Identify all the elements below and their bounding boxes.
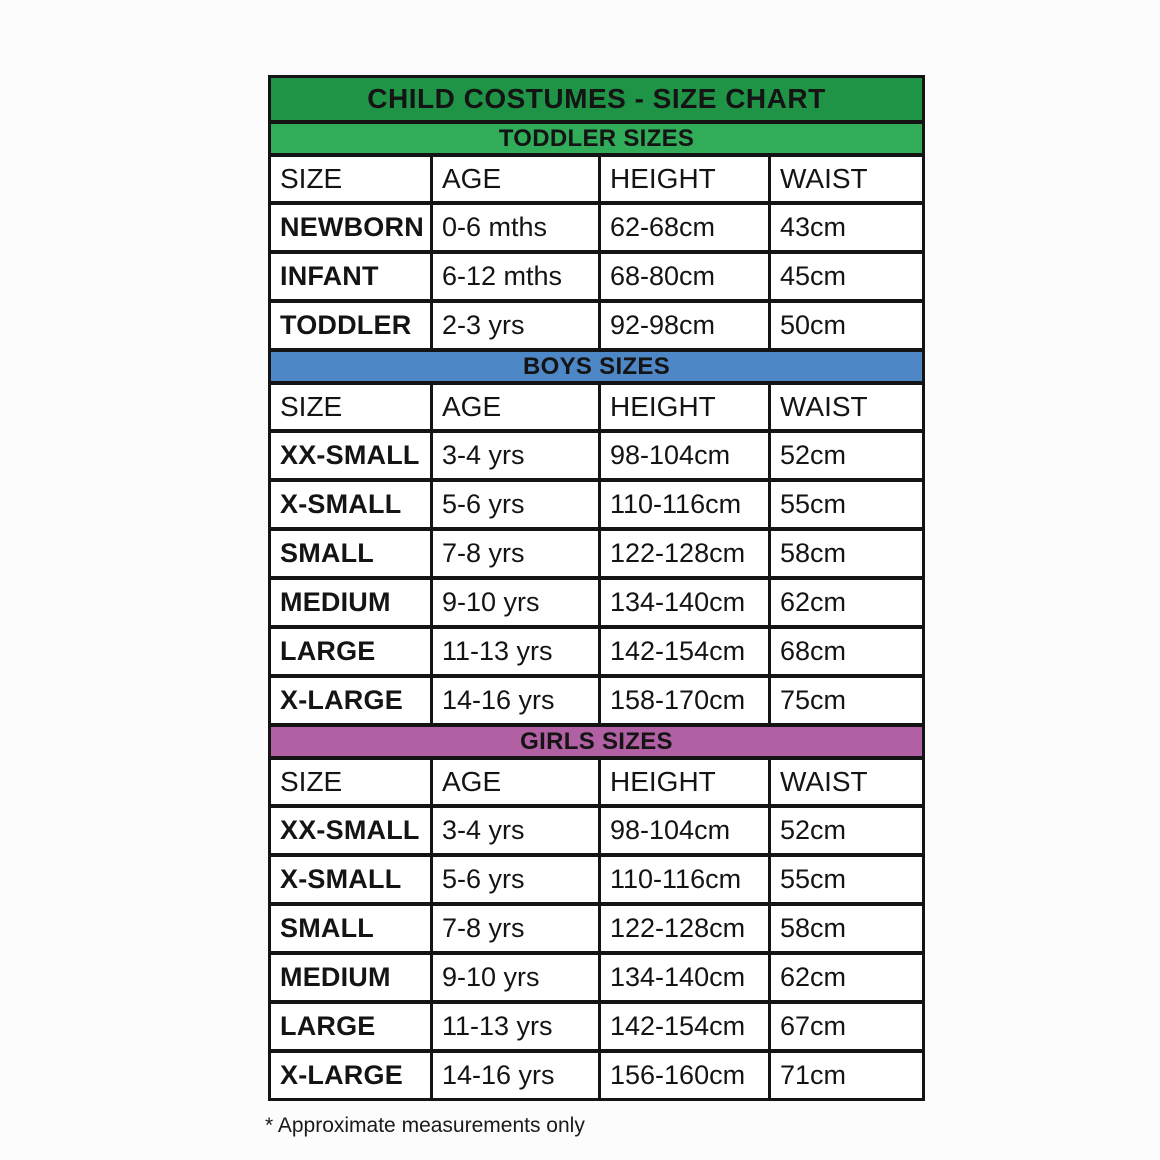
age-cell: 11-13 yrs: [433, 1004, 601, 1049]
waist-cell: 62cm: [780, 587, 847, 617]
section-band-girls: [271, 727, 922, 760]
chart-title-band: [271, 78, 922, 124]
col-header-size: SIZE: [271, 760, 433, 804]
table-row: [271, 482, 922, 531]
table-row: [271, 303, 922, 352]
height-cell: 122-128cm: [601, 531, 771, 576]
waist-cell: 50cm: [780, 310, 847, 340]
col-header-size: SIZE: [271, 157, 433, 201]
waist-cell: 58cm: [780, 538, 847, 568]
column-header-row: [271, 760, 922, 808]
size-chart: [265, 75, 925, 1138]
size-cell: MEDIUM: [271, 955, 433, 1000]
size-cell: XX-SMALL: [271, 433, 433, 478]
waist-cell: 68cm: [780, 636, 847, 666]
waist-cell: 55cm: [780, 864, 847, 894]
waist-cell: 71cm: [780, 1060, 847, 1090]
table-row: [271, 1004, 922, 1053]
waist-cell: 55cm: [780, 489, 847, 519]
size-cell: SMALL: [271, 531, 433, 576]
age-cell: 0-6 mths: [433, 205, 601, 250]
table-row: [271, 906, 922, 955]
waist-cell: 43cm: [780, 212, 847, 242]
table-row: [271, 955, 922, 1004]
table-row: [271, 433, 922, 482]
size-cell: X-SMALL: [271, 857, 433, 902]
size-cell: LARGE: [271, 629, 433, 674]
age-cell: 9-10 yrs: [433, 955, 601, 1000]
section-band-boys: [271, 352, 922, 385]
size-cell: TODDLER: [271, 303, 433, 348]
age-cell: 6-12 mths: [433, 254, 601, 299]
age-cell: 14-16 yrs: [433, 1053, 601, 1098]
waist-cell: 52cm: [780, 440, 847, 470]
height-cell: 62-68cm: [601, 205, 771, 250]
age-cell: 7-8 yrs: [433, 906, 601, 951]
waist-cell: 62cm: [780, 962, 847, 992]
height-cell: 110-116cm: [601, 857, 771, 902]
size-cell: X-SMALL: [271, 482, 433, 527]
age-cell: 7-8 yrs: [433, 531, 601, 576]
size-cell: X-LARGE: [271, 678, 433, 723]
height-cell: 134-140cm: [601, 955, 771, 1000]
height-cell: 142-154cm: [601, 1004, 771, 1049]
table-row: [271, 808, 922, 857]
age-cell: 3-4 yrs: [433, 808, 601, 853]
size-cell: SMALL: [271, 906, 433, 951]
height-cell: 98-104cm: [601, 808, 771, 853]
height-cell: 156-160cm: [601, 1053, 771, 1098]
table-row: [271, 205, 922, 254]
size-cell: X-LARGE: [271, 1053, 433, 1098]
age-cell: 11-13 yrs: [433, 629, 601, 674]
age-cell: 14-16 yrs: [433, 678, 601, 723]
col-header-age: AGE: [433, 385, 601, 429]
waist-cell: 58cm: [780, 913, 847, 943]
col-header-height: HEIGHT: [601, 157, 771, 201]
height-cell: 122-128cm: [601, 906, 771, 951]
table-row: [271, 1053, 922, 1098]
size-cell: MEDIUM: [271, 580, 433, 625]
col-header-height: HEIGHT: [601, 385, 771, 429]
height-cell: 68-80cm: [601, 254, 771, 299]
height-cell: 158-170cm: [601, 678, 771, 723]
table-row: [271, 254, 922, 303]
section-label-toddler: TODDLER SIZES: [498, 124, 695, 152]
age-cell: 2-3 yrs: [433, 303, 601, 348]
table-row: [271, 629, 922, 678]
table-row: [271, 857, 922, 906]
age-cell: 9-10 yrs: [433, 580, 601, 625]
size-cell: LARGE: [271, 1004, 433, 1049]
column-header-row: [271, 157, 922, 205]
waist-cell: 52cm: [780, 815, 847, 845]
height-cell: 110-116cm: [601, 482, 771, 527]
col-header-height: HEIGHT: [601, 760, 771, 804]
waist-cell: 75cm: [780, 685, 847, 715]
chart-title: CHILD COSTUMES - SIZE CHART: [367, 83, 826, 114]
col-header-waist: WAIST: [780, 766, 868, 797]
height-cell: 142-154cm: [601, 629, 771, 674]
size-cell: XX-SMALL: [271, 808, 433, 853]
table-row: [271, 678, 922, 727]
size-cell: INFANT: [271, 254, 433, 299]
age-cell: 3-4 yrs: [433, 433, 601, 478]
col-header-age: AGE: [433, 760, 601, 804]
section-band-toddler: [271, 124, 922, 157]
col-header-waist: WAIST: [780, 391, 868, 422]
column-header-row: [271, 385, 922, 433]
table-row: [271, 580, 922, 629]
section-label-girls: GIRLS SIZES: [520, 727, 673, 755]
size-chart-table: [268, 75, 925, 1101]
height-cell: 92-98cm: [601, 303, 771, 348]
col-header-waist: WAIST: [780, 163, 868, 194]
age-cell: 5-6 yrs: [433, 482, 601, 527]
waist-cell: 67cm: [780, 1011, 847, 1041]
age-cell: 5-6 yrs: [433, 857, 601, 902]
footnote: * Approximate measurements only: [265, 1114, 585, 1137]
col-header-age: AGE: [433, 157, 601, 201]
height-cell: 134-140cm: [601, 580, 771, 625]
waist-cell: 45cm: [780, 261, 847, 291]
col-header-size: SIZE: [271, 385, 433, 429]
table-row: [271, 531, 922, 580]
height-cell: 98-104cm: [601, 433, 771, 478]
section-label-boys: BOYS SIZES: [522, 352, 671, 380]
size-cell: NEWBORN: [271, 205, 433, 250]
